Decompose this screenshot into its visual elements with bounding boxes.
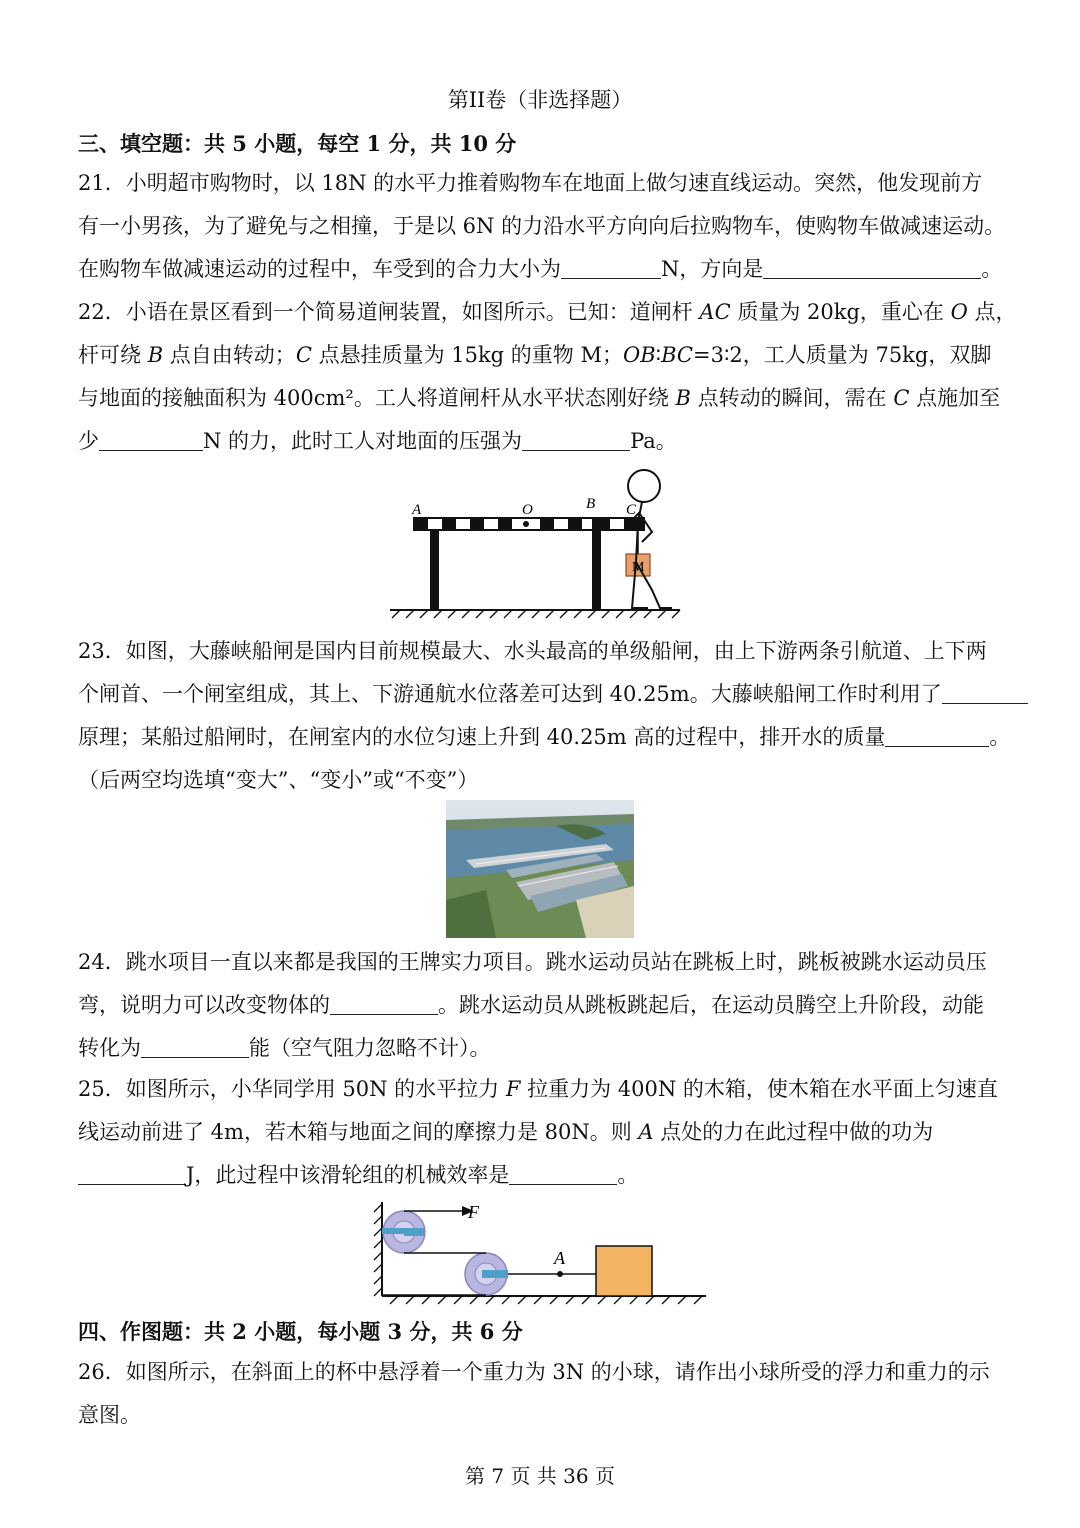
section-4-heading: 四、作图题：共 2 小题，每小题 3 分，共 6 分 [78, 1319, 523, 1344]
pulley-figure [370, 1198, 710, 1308]
answer-blank[interactable] [141, 1033, 249, 1058]
worker-figure [628, 470, 672, 608]
label-a: A [412, 502, 422, 518]
q23-line3: 原理；某船过船闸时，在闸室内的水位匀速上升到 40.25m 高的过程中，排开水的质量 。 [78, 716, 1003, 759]
q21-line1: 21．小明超市购物时，以 18N 的水平力推着购物车在地面上做匀速直线运动。突然，他发现前方 [78, 171, 983, 195]
answer-blank[interactable] [942, 679, 1028, 704]
answer-blank[interactable] [763, 254, 981, 279]
q22-line3: 与地面的接触面积为 400cm²。工人将道闸杆从水平状态刚好绕 B 点转动的瞬间，需在 C 点施加至 [78, 386, 1001, 410]
right-post [592, 518, 601, 610]
answer-blank[interactable] [509, 1160, 617, 1185]
answer-blank[interactable] [522, 426, 630, 451]
q21-line2: 有一小男孩，为了避免与之相撞，于是以 6N 的力沿水平方向向后拉购物车，使购物车做减速运动。 [78, 214, 1006, 238]
fixed-pulley-axle [404, 1228, 424, 1236]
question-21 [78, 162, 1006, 291]
question-24 [78, 941, 1003, 1070]
q23-line4: （后两空均选填“变大”、“变小”或“不变”） [78, 768, 479, 792]
section-3-heading: 三、填空题：共 5 小题，每空 1 分，共 10 分 [78, 131, 517, 156]
wall-bracket [382, 1228, 404, 1234]
q21-line3: 在购物车做减速运动的过程中，车受到的合力大小为 N，方向是 。 [78, 248, 1003, 291]
left-post [430, 530, 439, 610]
wall-hatch [374, 1204, 382, 1296]
barrier-gate-figure [380, 462, 700, 622]
answer-blank[interactable] [885, 722, 989, 747]
point-a-dot [557, 1271, 563, 1277]
label-o: O [522, 502, 533, 518]
q24-line1: 24．跳水项目一直以来都是我国的王牌实力项目。跳水运动员站在跳板上时，跳板被跳水运动员压 [78, 950, 987, 974]
ground-hatch [392, 610, 680, 618]
q23-line2: 个闸首、一个闸室组成，其上、下游通航水位落差可达到 40.25m。大藤峡船闸工作时利用了 [78, 673, 1003, 716]
part-title: 第II卷（非选择题） [447, 88, 633, 112]
answer-blank[interactable] [78, 1160, 186, 1185]
crate [596, 1246, 652, 1296]
q22-line4: 少 N 的力，此时工人对地面的压强为 Pa。 [78, 420, 1003, 463]
ship-lock-photo [446, 800, 634, 938]
question-23 [78, 630, 1011, 802]
question-22 [78, 291, 1017, 463]
q26-line2: 意图。 [78, 1403, 141, 1427]
point-o-dot [523, 521, 529, 527]
floor-hatch [390, 1296, 702, 1304]
q25-line3: J，此过程中该滑轮组的机械效率是 。 [78, 1154, 1003, 1197]
answer-blank[interactable] [561, 254, 661, 279]
q22-line1: 22．小语在景区看到一个简易道闸装置，如图所示。已知：道闸杆 AC 质量为 20kg，重心在 O 点， [78, 300, 1017, 324]
question-26 [78, 1351, 1003, 1437]
q26-line1: 26．如图所示，在斜面上的杯中悬浮着一个重力为 3N 的小球，请作出小球所受的浮力和重力的示 [78, 1360, 990, 1384]
question-25 [78, 1068, 1003, 1197]
answer-blank[interactable] [99, 426, 203, 451]
answer-blank[interactable] [330, 990, 438, 1015]
q25-line1: 25．如图所示，小华同学用 50N 的水平拉力 F 拉重力为 400N 的木箱，使木箱在水平面上匀速直 [78, 1077, 998, 1101]
label-c: C [626, 502, 637, 518]
q22-line2: 杆可绕 B 点自由转动；C 点悬挂质量为 15kg 的重物 M；OB∶BC=3∶2，工人质量为 75kg，双脚 [78, 343, 992, 367]
label-f: F [468, 1202, 479, 1222]
page-footer: 第 7 页 共 36 页 [465, 1464, 615, 1488]
label-m: M [632, 560, 645, 575]
movable-pulley-axle [482, 1270, 508, 1278]
q23-line1: 23．如图，大藤峡船闸是国内目前规模最大、水头最高的单级船闸，由上下游两条引航道、上下两 [78, 639, 987, 663]
label-a: A [554, 1248, 565, 1268]
q24-line3: 转化为 能（空气阻力忽略不计）。 [78, 1027, 1003, 1070]
q25-line2: 线运动前进了 4m，若木箱与地面之间的摩擦力是 80N。则 A 点处的力在此过程中做的功为 [78, 1120, 934, 1144]
q24-line2: 弯，说明力可以改变物体的 。跳水运动员从跳板跳起后，在运动员腾空上升阶段，动能 [78, 984, 1003, 1027]
label-b: B [586, 496, 596, 512]
